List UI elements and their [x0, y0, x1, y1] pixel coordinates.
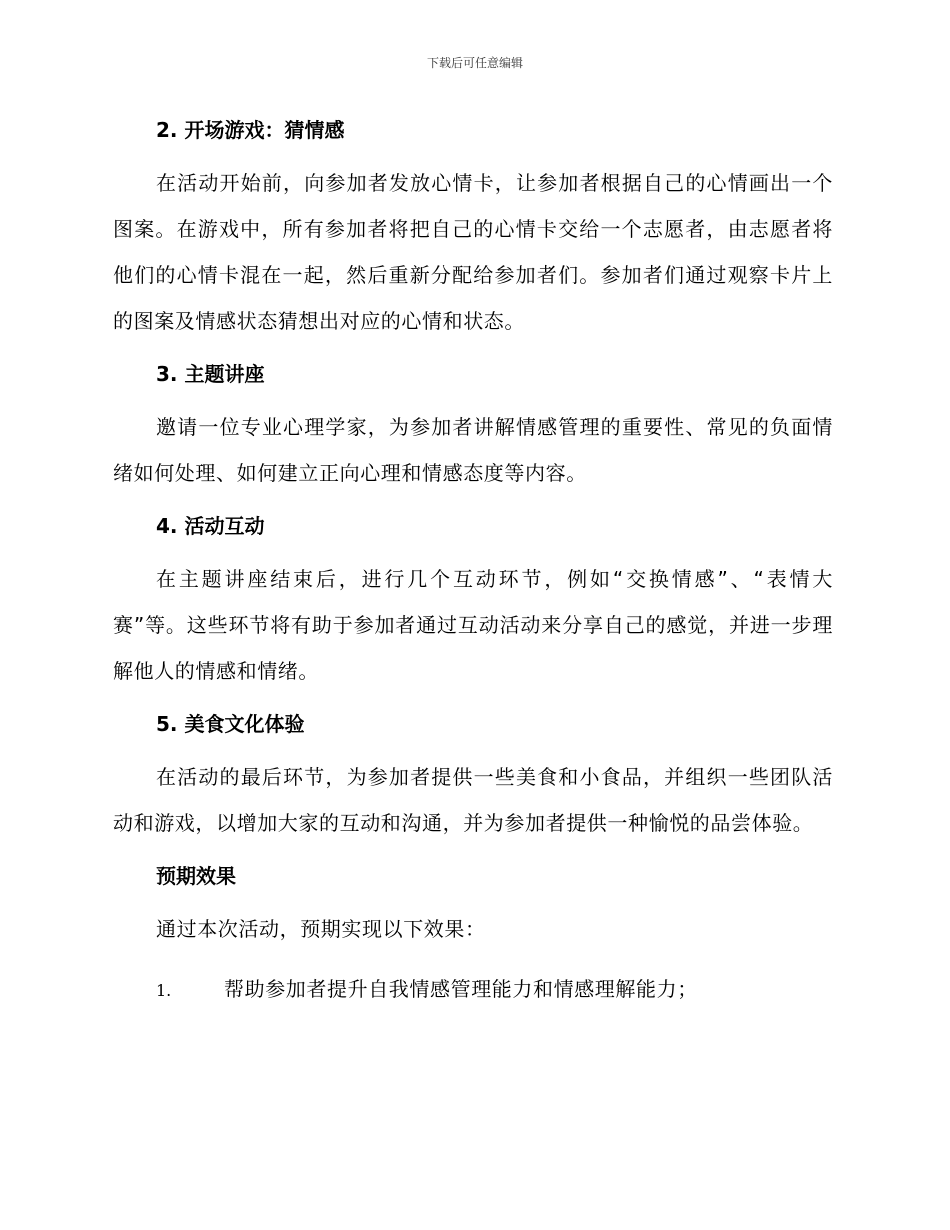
section-heading: 2. 开场游戏：猜情感	[156, 118, 345, 142]
section-heading: 5. 美食文化体验	[156, 712, 305, 736]
list-number: 1.	[156, 981, 172, 1000]
list-text: 帮助参加者提升自我情感管理能力和情感理解能力；	[224, 977, 698, 1001]
section-food-culture	[113, 704, 833, 846]
section-paragraph: 邀请一位专业心理学家，为参加者讲解情感管理的重要性、常见的负面情绪如何处理、如何建立正向心理和情感态度等内容。	[113, 415, 833, 485]
section-heading: 4. 活动互动	[156, 514, 265, 538]
section-heading: 预期效果	[156, 864, 236, 888]
section-opening-game	[113, 110, 833, 344]
section-interaction	[113, 506, 833, 694]
section-paragraph: 在活动开始前，向参加者发放心情卡，让参加者根据自己的心情画出一个图案。在游戏中，所有参加者将把自己的心情卡交给一个志愿者，由志愿者将他们的心情卡混在一起，然后重新分配给参加者们。参加者们通过观察卡片上的图案及情感状态猜想出对应的心情和状态。	[113, 171, 833, 333]
expected-intro: 通过本次活动，预期实现以下效果：	[156, 917, 486, 941]
list-item	[113, 966, 833, 1014]
header-note: 下载后可任意编辑	[426, 56, 523, 70]
section-lecture	[113, 354, 833, 496]
section-heading: 3. 主题讲座	[156, 362, 265, 386]
section-paragraph: 在活动的最后环节，为参加者提供一些美食和小食品，并组织一些团队活动和游戏，以增加大家的互动和沟通，并为参加者提供一种愉悦的品尝体验。	[113, 765, 833, 835]
section-expected-effects	[113, 856, 833, 1014]
section-paragraph: 在主题讲座结束后，进行几个互动环节，例如“交换情感”、“表情大赛”等。这些环节将有助于参加者通过互动活动来分享自己的感觉，并进一步理解他人的情感和情绪。	[113, 567, 833, 683]
document-body	[113, 110, 833, 1014]
